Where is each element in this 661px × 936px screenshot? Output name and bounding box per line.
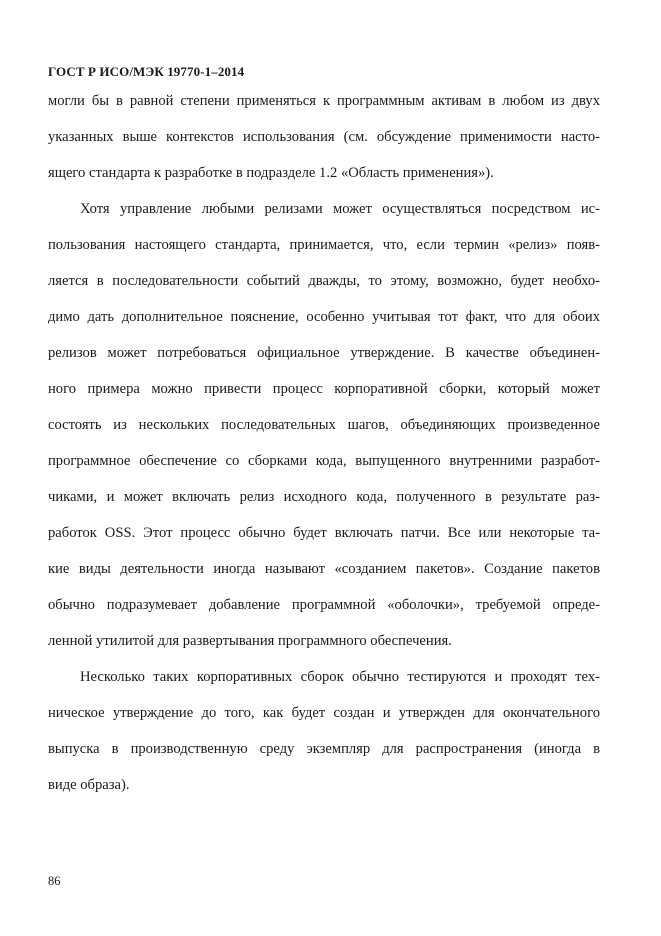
paragraph-1-line-2: указанных выше контекстов использования (см. обсуждение применимости насто- (48, 129, 600, 145)
paragraph-1-line-3: ящего стандарта к разработке в подразделе 1.2 «Область применения»). (48, 165, 494, 181)
paragraph-2-line-12: обычно подразумевает добавление программной «оболочки», требуемой опреде- (48, 597, 600, 613)
paragraph-2-line-4: димо дать дополнительное пояснение, особенно учитывая тот факт, что для обоих (48, 309, 600, 325)
paragraph-3-line-1: Несколько таких корпоративных сборок обычно тестируются и проходят тех- (80, 669, 600, 685)
paragraph-3-line-2: ническое утверждение до того, как будет создан и утвержден для окончательного (48, 705, 600, 721)
paragraph-2-line-2: пользования настоящего стандарта, принимается, что, если термин «релиз» появ- (48, 237, 600, 253)
paragraph-2-line-10: работок OSS. Этот процесс обычно будет включать патчи. Все или некоторые та- (48, 525, 600, 541)
paragraph-2-line-9: чиками, и может включать релиз исходного кода, полученного в результате раз- (48, 489, 600, 505)
paragraph-3-line-3: выпуска в производственную среду экземпляр для распространения (иногда в (48, 741, 600, 757)
paragraph-2-line-13: ленной утилитой для развертывания программного обеспечения. (48, 633, 452, 649)
paragraph-2-line-5: релизов может потребоваться официальное утверждение. В качестве объединен- (48, 345, 600, 361)
paragraph-2-line-7: состоять из нескольких последовательных шагов, объединяющих произведенное (48, 417, 600, 433)
paragraph-2-line-3: ляется в последовательности событий дважды, то этому, возможно, будет необхо- (48, 273, 600, 289)
paragraph-2-line-6: ного примера можно привести процесс корпоративной сборки, который может (48, 381, 600, 397)
paragraph-2-line-1: Хотя управление любыми релизами может осуществляться посредством ис- (80, 201, 600, 217)
paragraph-2-line-8: программное обеспечение со сборками кода, выпущенного внутренними разработ- (48, 453, 600, 469)
paragraph-3-line-4: виде образа). (48, 777, 130, 793)
document-header: ГОСТ Р ИСО/МЭК 19770-1–2014 (48, 64, 245, 79)
paragraph-2-line-11: кие виды деятельности иногда называют «созданием пакетов». Создание пакетов (48, 561, 600, 577)
paragraph-1-line-1: могли бы в равной степени применяться к программным активам в любом из двух (48, 93, 600, 109)
page-number: 86 (48, 874, 61, 888)
